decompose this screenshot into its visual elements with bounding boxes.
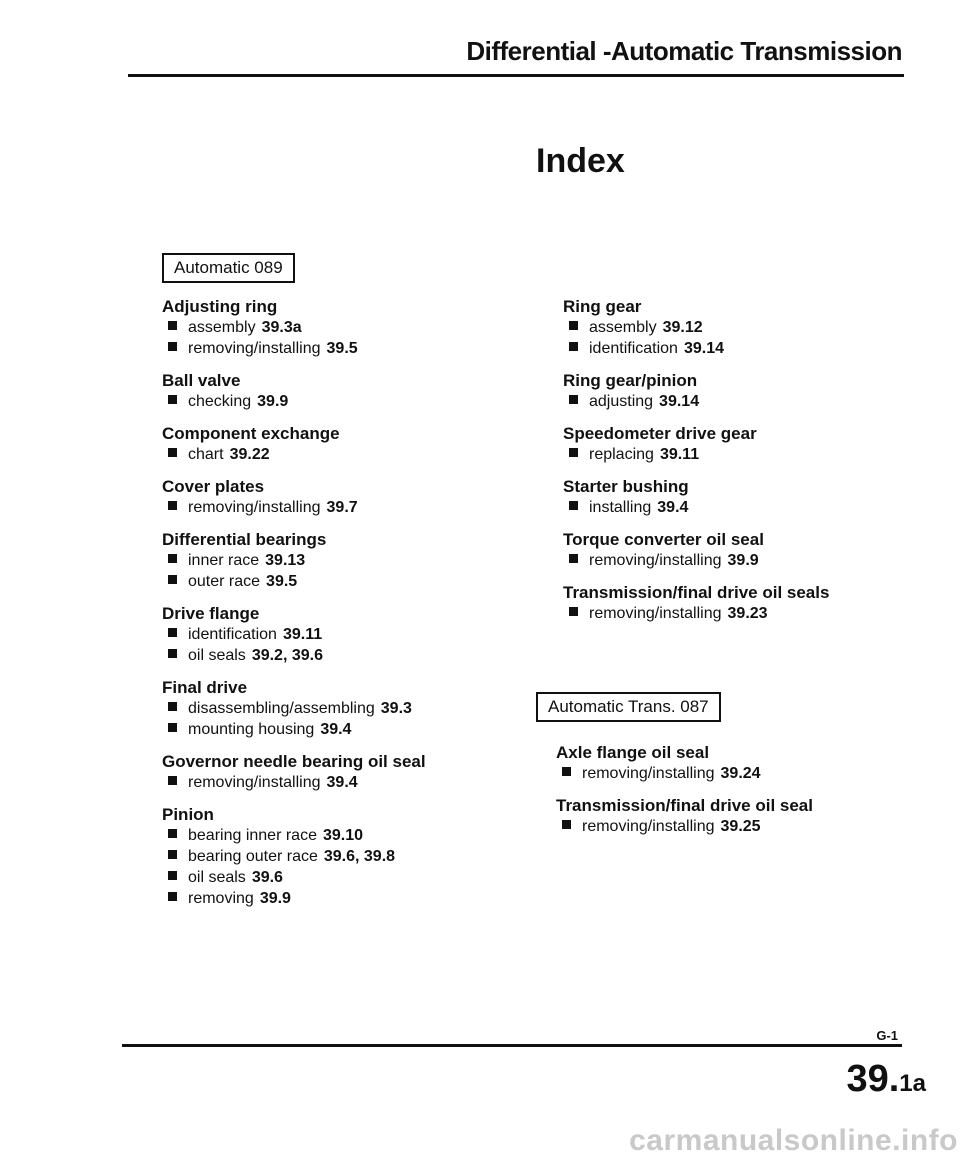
footer-rule [122,1044,902,1047]
index-subentry [563,603,903,624]
index-entry [162,677,502,740]
index-entry-title: Cover plates [162,477,265,496]
square-bullet-icon [168,850,177,859]
subentry-text: bearing inner race [188,827,317,844]
square-bullet-icon [168,829,177,838]
subentry-text: removing/installing [188,774,321,791]
index-subentry [162,772,502,793]
index-subentry [162,888,502,909]
index-entry-title: Ring gear/pinion [563,371,698,390]
index-entry-title: Governor needle bearing oil seal [162,752,426,771]
index-subentry [563,338,903,359]
page-reference: 39.9 [257,393,289,410]
square-bullet-icon [168,649,177,658]
subentry-text: removing/installing [188,499,321,516]
index-entry [162,296,502,359]
index-entry-title: Component exchange [162,424,340,443]
subentry-text: outer race [188,573,261,590]
square-bullet-icon [562,820,571,829]
subentry-text: identification [188,626,277,643]
index-entry-title: Ring gear [563,297,642,316]
subentry-text: removing/installing [188,340,321,357]
index-subentry [162,846,502,867]
index-entry-title: Speedometer drive gear [563,424,757,443]
index-subentry [563,444,903,465]
subentry-text: oil seals [188,869,246,886]
page-header-title: Differential -Automatic Transmission [466,36,902,66]
square-bullet-icon [569,342,578,351]
index-column-right [563,296,903,635]
index-column-087 [556,742,896,848]
index-subentry [162,444,502,465]
index-entry-title: Transmission/final drive oil seals [563,583,830,602]
page-reference: 39.9 [259,890,291,907]
page-reference: 39.3a [261,319,302,336]
square-bullet-icon [168,554,177,563]
index-subentry [162,497,502,518]
index-subentry [162,645,502,666]
index-subentry [563,317,903,338]
square-bullet-icon [168,702,177,711]
section-label-automatic-089: Automatic 089 [162,253,295,283]
index-entry [162,370,502,412]
square-bullet-icon [168,892,177,901]
index-entry-title: Transmission/final drive oil seal [556,796,813,815]
index-subentry [162,317,502,338]
index-entry [162,804,502,909]
index-entry [162,476,502,518]
page-reference: 39.11 [282,626,323,643]
subentry-text: removing/installing [589,552,722,569]
square-bullet-icon [168,501,177,510]
square-bullet-icon [168,342,177,351]
page-reference: 39.4 [657,499,689,516]
index-column-left [162,296,502,920]
index-entry [162,751,502,793]
index-entry-title: Differential bearings [162,530,327,549]
page-reference: 39.6 [251,869,283,886]
index-entry [563,476,903,518]
subentry-text: disassembling/assembling [188,700,375,717]
footer-code: G-1 [876,1028,898,1043]
square-bullet-icon [562,767,571,776]
index-entry-title: Axle flange oil seal [556,743,710,762]
subentry-text: chart [188,446,224,463]
page-number [846,1058,926,1101]
square-bullet-icon [168,321,177,330]
index-subentry [162,698,502,719]
subentry-text: inner race [188,552,260,569]
index-subentry [162,338,502,359]
index-subentry [162,571,502,592]
index-entry [162,603,502,666]
subentry-text: assembly [188,319,256,336]
index-entry [162,423,502,465]
page-number-main: 39. [846,1058,900,1100]
subentry-text: mounting housing [188,721,315,738]
index-entry-title: Adjusting ring [162,297,278,316]
index-title: Index [536,142,625,180]
page-reference: 39.14 [659,393,700,410]
index-subentry [162,391,502,412]
section-label-automatic-087: Automatic Trans. 087 [536,692,721,722]
page-reference: 39.22 [229,446,270,463]
index-subentry [162,719,502,740]
square-bullet-icon [168,776,177,785]
index-entry [556,795,896,837]
index-subentry [563,550,903,571]
index-entry [563,529,903,571]
index-subentry [162,624,502,645]
page-reference: 39.4 [326,774,358,791]
subentry-text: bearing outer race [188,848,318,865]
index-subentry [556,763,896,784]
square-bullet-icon [569,554,578,563]
subentry-text: assembly [589,319,657,336]
square-bullet-icon [569,501,578,510]
square-bullet-icon [569,321,578,330]
square-bullet-icon [168,628,177,637]
index-subentry [563,497,903,518]
subentry-text: removing/installing [582,818,715,835]
page-reference: 39.13 [265,552,306,569]
page-reference: 39.2, 39.6 [251,647,323,664]
square-bullet-icon [168,871,177,880]
index-entry-title: Ball valve [162,371,241,390]
page-reference: 39.7 [326,499,358,516]
square-bullet-icon [168,395,177,404]
index-entry [563,370,903,412]
index-entry [563,423,903,465]
subentry-text: removing/installing [582,765,715,782]
square-bullet-icon [168,575,177,584]
index-entry [556,742,896,784]
page-number-suffix: 1a [899,1070,926,1097]
page-reference: 39.24 [720,765,761,782]
index-entry-title: Final drive [162,678,248,697]
subentry-text: identification [589,340,678,357]
index-entry [162,529,502,592]
index-subentry [556,816,896,837]
index-subentry [563,391,903,412]
square-bullet-icon [569,395,578,404]
index-entry-title: Pinion [162,805,214,824]
index-subentry [162,825,502,846]
page-reference: 39.10 [322,827,364,844]
subentry-text: oil seals [188,647,246,664]
square-bullet-icon [168,723,177,732]
index-subentry [162,867,502,888]
square-bullet-icon [569,448,578,457]
index-entry-title: Drive flange [162,604,260,623]
subentry-text: adjusting [589,393,654,410]
subentry-text: replacing [589,446,654,463]
subentry-text: installing [589,499,652,516]
subentry-text: removing/installing [589,605,722,622]
page-reference: 39.25 [720,818,761,835]
page-reference: 39.23 [727,605,768,622]
page-reference: 39.9 [727,552,759,569]
index-entry [563,296,903,359]
square-bullet-icon [168,448,177,457]
index-subentry [162,550,502,571]
index-entry-title: Starter bushing [563,477,689,496]
page-reference: 39.6, 39.8 [323,848,396,865]
subentry-text: removing [188,890,254,907]
page-reference: 39.12 [662,319,703,336]
header-rule [128,74,904,77]
page-reference: 39.14 [683,340,724,357]
page-reference: 39.5 [266,573,298,590]
index-entry [563,582,903,624]
page-reference: 39.3 [380,700,412,717]
subentry-text: checking [188,393,252,410]
page-reference: 39.4 [320,721,352,738]
watermark: carmanualsonline.info [629,1124,958,1157]
page-reference: 39.11 [659,446,700,463]
index-entry-title: Torque converter oil seal [563,530,764,549]
square-bullet-icon [569,607,578,616]
page-reference: 39.5 [326,340,358,357]
